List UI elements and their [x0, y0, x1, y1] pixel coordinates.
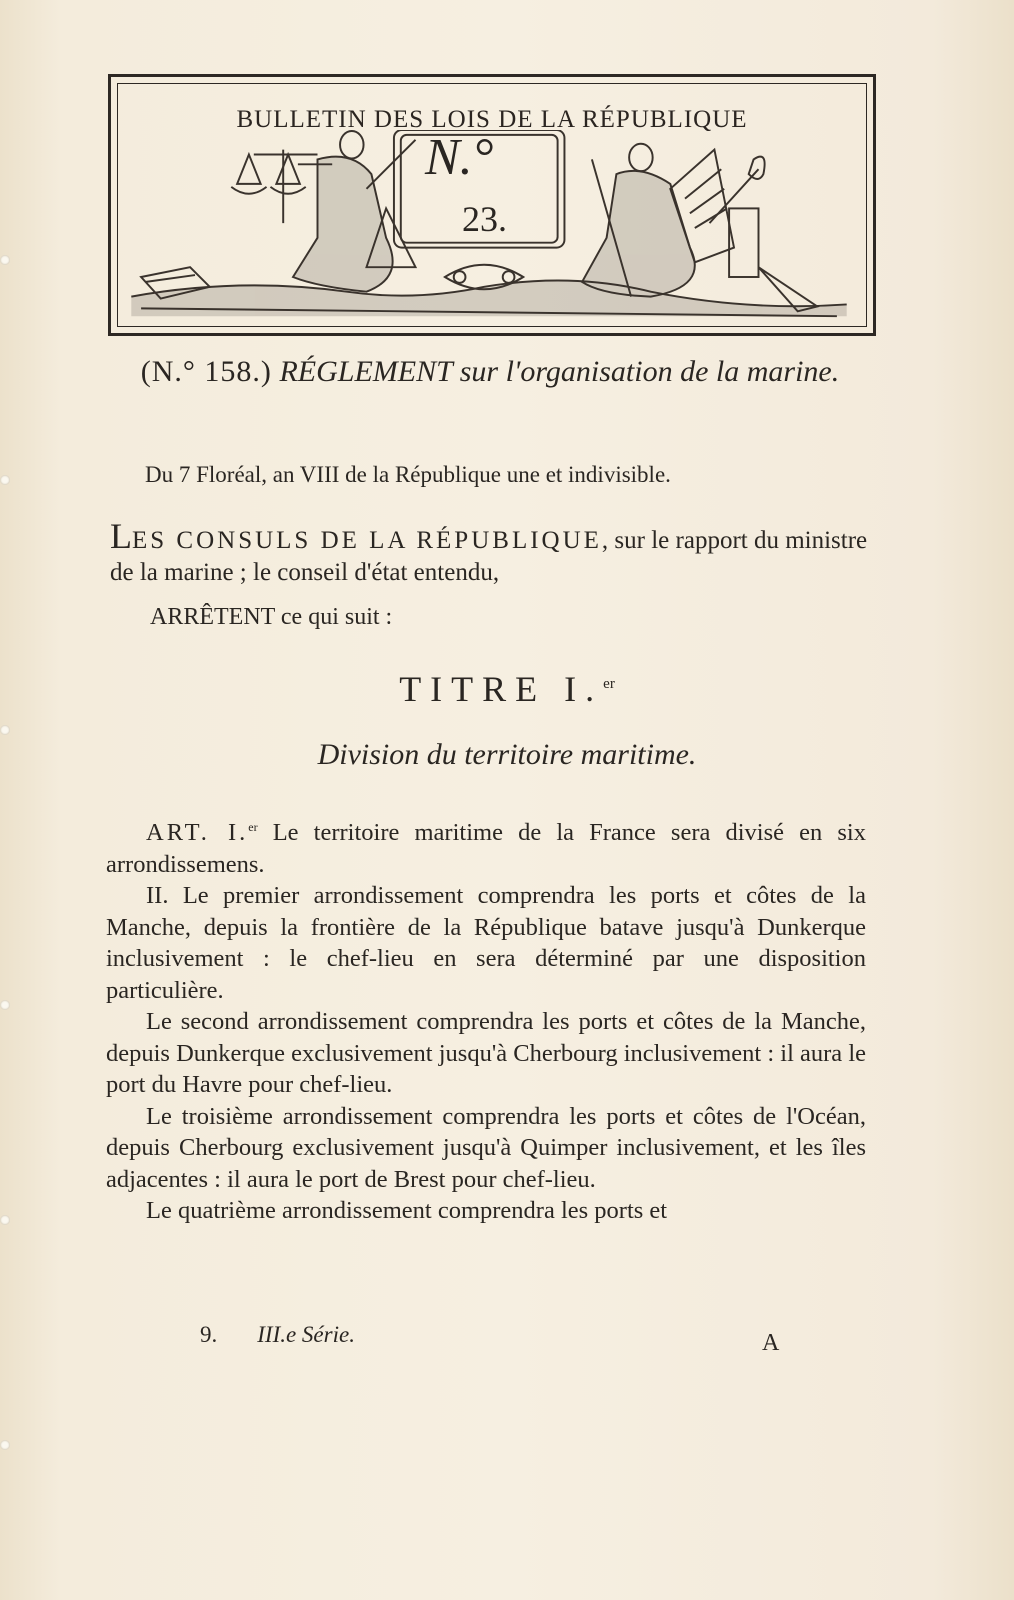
bulletin-number-label: N.° [425, 129, 494, 186]
sheet-number: 9. [200, 1322, 218, 1347]
article-paragraph [106, 1101, 866, 1196]
date-line: Du 7 Floréal, an VIII de la République une et indivisible. [145, 462, 671, 487]
binding-hole [0, 1215, 10, 1225]
article-text: Le quatrième arrondissement comprendra les ports et [146, 1197, 668, 1225]
article-paragraph [106, 1006, 866, 1101]
section-heading: Division du territoire maritime. [317, 738, 697, 771]
reglement-number: (N.° 158.) [140, 355, 272, 388]
reglement-heading [110, 355, 870, 389]
article-text: Le premier arrondissement comprendra les ports et côtes de la Manche, depuis la frontière de la République batave jusqu'à Dunkerque inclusivement : le chef-lieu en sera déterminé par une disposition particulière. [106, 882, 866, 1004]
bulletin-number: 23. [462, 199, 507, 239]
arretent-line: ARRÊTENT ce qui suit : [150, 604, 393, 630]
reglement-title: RÉGLEMENT sur l'organisation de la marine. [279, 355, 840, 388]
binding-hole [0, 725, 10, 735]
dropcap: L [110, 516, 132, 556]
binding-hole [0, 255, 10, 265]
titre-sup: er [603, 676, 615, 692]
titre-heading [0, 668, 1014, 710]
binding-hole [0, 1440, 10, 1450]
article-text: Le troisième arrondissement comprendra les ports et côtes de l'Océan, depuis Cherbourg exclusivement jusqu'à Quimper inclusivement, et les îles adjacentes : il aura le port de Brest pour chef-lieu. [106, 1102, 866, 1193]
page-footer [200, 1322, 355, 1348]
article-lead-sup: er [248, 820, 258, 834]
article-text: Le second arrondissement comprendra les ports et côtes de la Manche, depuis Dunkerque exclusivement jusqu'à Cherbourg inclusivement : il aura le port du Havre pour chef-lieu. [106, 1008, 866, 1099]
preamble [110, 516, 870, 589]
binding-hole [0, 475, 10, 485]
article-lead: II. [146, 882, 169, 910]
signature-mark: A [762, 1330, 780, 1356]
preamble-rest: , sur le rapport du ministre de la marine ; le conseil d'état entendu, [110, 527, 868, 586]
bulletin-title: BULLETIN DES LOIS DE LA RÉPUBLIQUE [236, 106, 748, 133]
binding-hole [0, 1000, 10, 1010]
article-paragraph [106, 1195, 866, 1227]
preamble-subject: ES CONSULS DE LA RÉPUBLIQUE [132, 527, 602, 554]
titre-label: TITRE I. [399, 669, 604, 709]
article-paragraph [106, 880, 866, 1006]
article-paragraph [106, 812, 866, 880]
articles-body [106, 812, 866, 1227]
article-text: Le territoire maritime de la France sera divisé en six arrondissemens. [106, 819, 866, 878]
article-lead: ART. I. [146, 819, 249, 847]
series-label: III.e Série. [257, 1322, 355, 1347]
